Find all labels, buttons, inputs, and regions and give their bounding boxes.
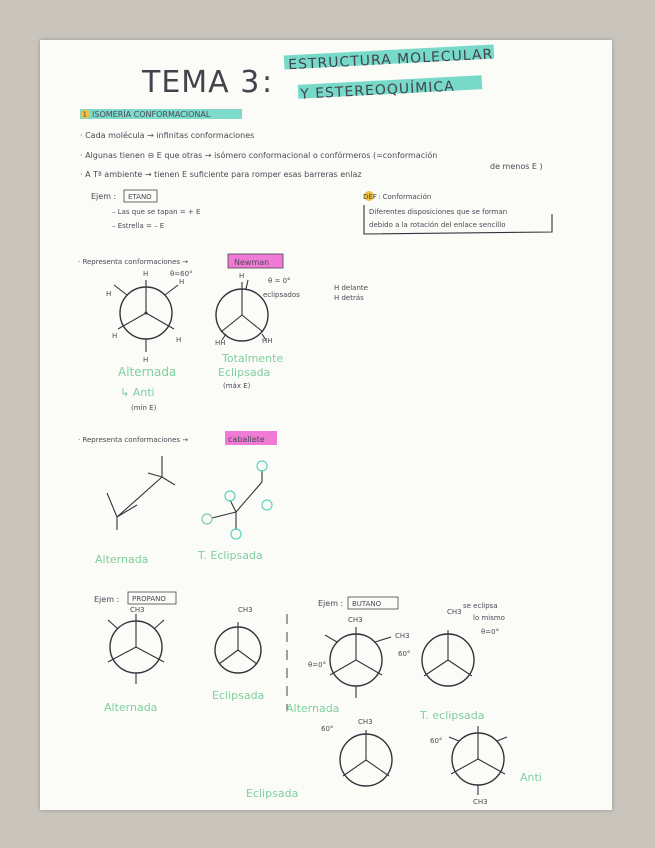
butano-anti-label: Anti [520,771,542,784]
def-line-1: Diferentes disposiciones que se forman [369,208,508,216]
title-colon: : [262,65,274,100]
propano-box-text: PROPANO [132,595,166,603]
bullet-2-cont: de menos E ) [490,162,543,171]
tema-title: TEMA 3 [142,65,261,100]
h-back-note: H detrás [334,294,364,302]
caballete-eclipsada-label: T. Eclipsada [198,549,263,562]
totalmente-label: Totalmente [222,352,284,365]
caballete-word: caballete [228,435,265,444]
newman-min-e: (mín E) [131,404,157,412]
bullet-1: · Cada molécula → infinitas conformaciones [80,131,255,140]
def-word: : Conformación [378,193,432,201]
propano-staggered [108,614,164,684]
section-heading: ISOMERÍA CONFORMACIONAL [92,110,211,119]
butano-alternada-label: Alternada [286,702,340,715]
h-bottom-right: H [176,336,182,344]
eclipsed-note: eclipsados [263,291,300,299]
newman-word: Newman [234,258,270,267]
newman-max-e: (máx E) [223,382,251,390]
h-top-right: H [179,278,185,286]
butano-eclipsada-label: Eclipsada [246,787,299,800]
butano-ecl2-60: 60° [321,725,334,733]
sawhorse-staggered [107,456,175,530]
h-bottom: H [143,356,149,364]
theta-60: θ=60° [170,270,193,278]
propano-ecl-ch3: CH3 [238,606,253,614]
sawhorse-eclipsed [202,461,272,539]
title-line-2: Y ESTEREOQUÍMICA [299,78,456,103]
butano-eclipsed [340,730,392,786]
butano-ecl2-ch3: CH3 [358,718,373,726]
eclipsada-label: Eclipsada [218,366,271,379]
butano-ch3-top: CH3 [348,616,363,624]
h-top-left: H [106,290,112,298]
butano-anti-ch3: CH3 [473,798,488,806]
newman-staggered [114,280,178,352]
newman-anti-label: ↳ Anti [120,386,155,399]
h-bottom-left: H [112,332,118,340]
butano-ecl-ch3: CH3 [447,608,462,616]
etano-box-text: ETANO [128,193,152,201]
caballete-intro: · Representa conformaciones → [78,436,189,444]
etano-line-1: – Las que se tapan = + E [112,208,201,216]
etano-line-2: – Estrella = – E [112,222,165,230]
butano-anti-60: 60° [430,737,443,745]
newman-intro: · Representa conformaciones → [78,258,189,266]
butano-box-text: BUTANO [352,600,382,608]
butano-60: 60° [398,650,411,658]
h-front-note: H delante [334,284,368,292]
newman-alternada-label: Alternada [118,365,177,379]
caballete-alternada-label: Alternada [95,553,149,566]
h-ecl-bottom-right: HH [262,337,273,345]
butano-theta0b: θ=0° [481,628,500,636]
theta-0: θ = 0° [268,277,291,285]
h-ecl-bottom-left: HH [215,339,226,347]
propano-ch3: CH3 [130,606,145,614]
title-line-1: ESTRUCTURA MOLECULAR [287,46,494,74]
propano-eclipsada-label: Eclipsada [212,689,265,702]
bullet-2: · Algunas tienen ⊖ E que otras → isómero conformacional o confórmeros (=conformación [80,151,438,160]
butano-staggered [325,627,391,698]
butano-label: Ejem : [318,599,344,608]
butano-total-eclipsed [422,630,474,686]
propano-label: Ejem : [94,595,120,604]
def-line-2: debido a la rotación del enlace sencillo [369,221,506,229]
butano-theta0: θ=0° [308,661,327,669]
se-eclipsa: se eclipsa [463,602,498,610]
h-ecl-top: H [239,272,245,280]
propano-alternada-label: Alternada [104,701,158,714]
etano-label: Ejem : [91,192,117,201]
butano-t-eclipsada-label: T. eclipsada [420,709,485,722]
def-tag: DEF [363,193,377,201]
butano-anti [449,726,507,795]
h-top: H [143,270,149,278]
bullet-3: · A Tª ambiente → tienen E suficiente para romper esas barreras enlaz [80,170,362,179]
section-number: 1 [82,110,87,119]
propano-eclipsed [215,622,261,673]
lo-mismo: lo mismo [473,614,505,622]
newman-eclipsed [216,280,268,341]
butano-ch3-right: CH3 [395,632,410,640]
